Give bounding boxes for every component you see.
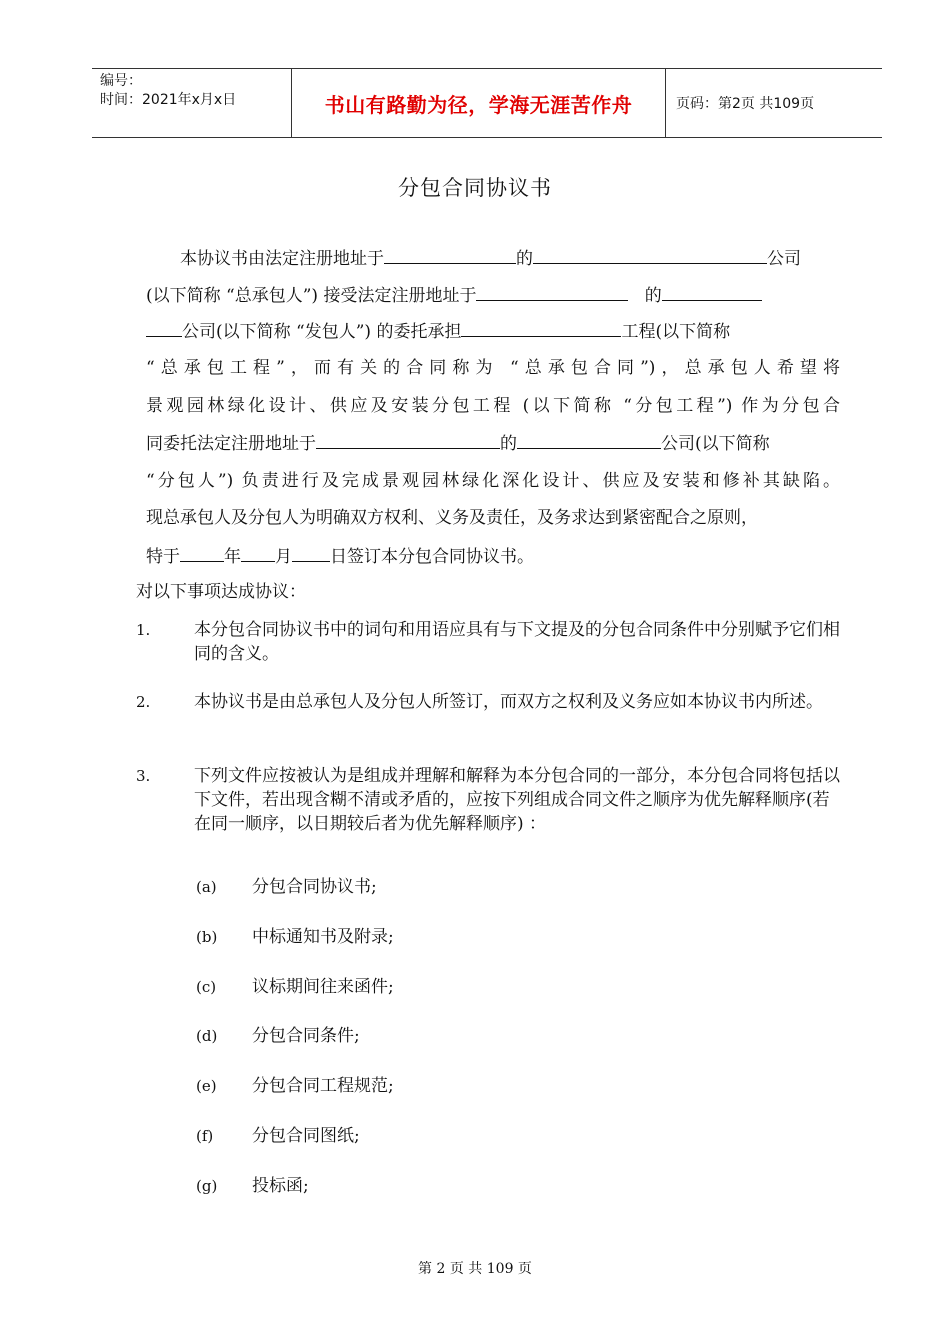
- item-number: 2.: [136, 693, 151, 711]
- page-header: [92, 68, 882, 138]
- intro-text: 本协议书由法定注册地址于: [180, 249, 384, 269]
- sub-item-label: (f): [196, 1127, 214, 1145]
- sub-item-label: (b): [196, 928, 218, 946]
- sub-list-item: [196, 1024, 360, 1048]
- blank-field: [241, 543, 275, 562]
- sub-item-text: 投标函;: [252, 1176, 309, 1196]
- number-label: 编号：: [100, 73, 142, 89]
- time-label: 时间：2021年x月x日: [100, 92, 237, 108]
- blank-field: [533, 245, 767, 264]
- blank-field: [517, 430, 661, 449]
- header-meta: [92, 69, 292, 137]
- intro-text: 年: [224, 547, 241, 567]
- blank-field: [384, 245, 516, 264]
- intro-line-4: “总承包工程”，而有关的合同称为 “总承包合同”)，总承包人希望将: [146, 358, 840, 378]
- intro-line-1: [146, 245, 840, 269]
- document-title: 分包合同协议书: [398, 176, 552, 200]
- item-number: 3.: [136, 767, 151, 785]
- sub-list-item: [196, 1124, 360, 1148]
- item-number: 1.: [136, 621, 151, 639]
- sub-item-text: 分包合同工程规范;: [252, 1076, 394, 1096]
- sub-item-label: (e): [196, 1077, 217, 1095]
- intro-text: 的: [500, 434, 517, 454]
- intro-text: 公司: [767, 249, 801, 269]
- sub-list-item: [196, 975, 394, 999]
- blank-field: [461, 318, 621, 337]
- intro-text: 工程(以下简称: [621, 322, 731, 342]
- intro-text: (以下简称 “总承包人”) 接受法定注册地址于: [146, 286, 477, 306]
- intro-line-9: [146, 543, 840, 567]
- intro-text: 日签订本分包合同协议书。: [330, 547, 534, 567]
- sub-list-item: [196, 1174, 309, 1198]
- sub-item-text: 中标通知书及附录;: [252, 927, 394, 947]
- item-text: 本协议书是由总承包人及分包人所签订，而双方之权利及义务应如本协议书内所述。: [194, 692, 823, 712]
- intro-line-7: “分包人”) 负责进行及完成景观园林绿化深化设计、供应及安装和修补其缺陷。: [146, 471, 840, 491]
- sub-item-text: 分包合同条件;: [252, 1026, 360, 1046]
- blank-field: [316, 430, 500, 449]
- sub-item-label: (c): [196, 978, 217, 996]
- intro-text: 的: [644, 286, 662, 306]
- sub-item-label: (a): [196, 878, 217, 896]
- sub-item-text: 分包合同图纸;: [252, 1126, 360, 1146]
- intro-line-6: [146, 430, 840, 454]
- blank-field: [146, 318, 182, 337]
- item-text: 下列文件应按被认为是组成并理解和解释为本分包合同的一部分，本分包合同将包括以下文件，若出现含糊不清或矛盾的，应按下列组成合同文件之顺序为优先解释顺序(若在同一顺序，以日期较后者为优先解释顺序) ：: [194, 766, 840, 834]
- blank-field: [180, 543, 224, 562]
- header-page-info: 页码：第2页 共109页: [676, 96, 815, 112]
- sub-item-label: (d): [196, 1027, 218, 1045]
- sub-item-text: 议标期间往来函件;: [252, 977, 394, 997]
- blank-field: [476, 282, 628, 301]
- page-footer: 第 2 页 共 109 页: [418, 1261, 532, 1277]
- blank-field: [292, 543, 330, 562]
- intro-line-8: 现总承包人及分包人为明确双方权利、义务及责任，及务求达到紧密配合之原则，: [146, 508, 758, 528]
- intro-line-2: [146, 282, 840, 306]
- item-text: 本分包合同协议书中的词句和用语应具有与下文提及的分包合同条件中分别赋予它们相同的含义。: [194, 620, 840, 664]
- header-motto: 书山有路勤为径，学海无涯苦作舟: [292, 69, 666, 137]
- sub-item-text: 分包合同协议书;: [252, 877, 377, 897]
- intro-line-5: 景观园林绿化设计、供应及安装分包工程 (以下简称 “分包工程”) 作为分包合: [146, 396, 840, 416]
- intro-text: 公司(以下简称 “发包人”) 的委托承担: [182, 322, 462, 342]
- list-item: [136, 618, 840, 666]
- sub-item-label: (g): [196, 1177, 218, 1195]
- intro-text: 同委托法定注册地址于: [146, 434, 316, 454]
- blank-field: [662, 282, 762, 301]
- list-item: [136, 690, 840, 714]
- list-item: [136, 764, 840, 836]
- sub-list-item: [196, 925, 394, 949]
- agree-line: 对以下事项达成协议：: [136, 582, 306, 602]
- sub-list-item: [196, 1074, 394, 1098]
- intro-text: 月: [275, 547, 292, 567]
- intro-text: 特于: [146, 547, 180, 567]
- intro-text: 的: [516, 249, 533, 269]
- intro-text: 公司(以下简称: [661, 434, 770, 454]
- sub-list-item: [196, 875, 377, 899]
- intro-line-3: [146, 318, 840, 342]
